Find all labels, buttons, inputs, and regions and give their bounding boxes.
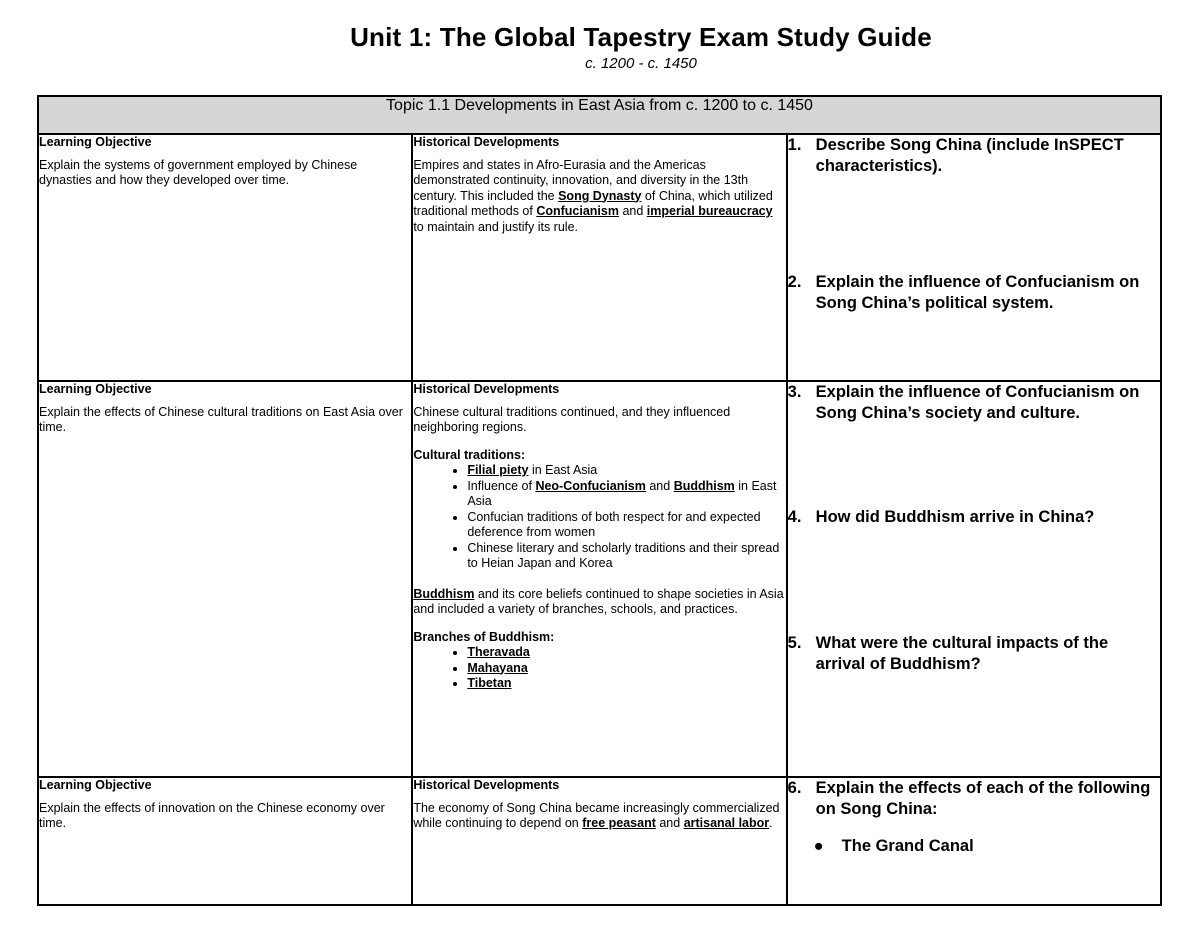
- questions-cell: [787, 134, 1161, 381]
- topic-header: Topic 1.1 Developments in East Asia from c. 1200 to c. 1450: [38, 96, 1161, 134]
- term-imperial-bureaucracy: imperial bureaucracy: [646, 204, 773, 218]
- term-free-peasant: free peasant: [582, 816, 656, 830]
- historical-developments-text: The economy of Song China became increasingly commercialized while continuing to depend on free peasant and artisanal labor.: [413, 800, 780, 830]
- learning-objective-cell: [38, 381, 412, 777]
- list-item: • Tibetan: [467, 676, 785, 692]
- learning-objective-text: Explain the systems of government employed by Chinese dynasties and how they developed over time.: [39, 157, 358, 187]
- question-item: 1. Describe Song China (include InSPECT characteristics).: [787, 136, 1124, 175]
- historical-developments-cell: [412, 381, 786, 777]
- question-item: 5. What were the cultural impacts of the arrival of Buddhism?: [787, 634, 1109, 673]
- historical-developments-label: Historical Developments: [413, 382, 560, 396]
- table-row: [38, 134, 1161, 381]
- historical-developments-text: Empires and states in Afro-Eurasia and the Americas demonstrated continuity, innovation, and diversity in the 13th century. This included the Song Dynasty of China, which utilized traditional methods of Confucianism and imperial bureaucracy to maintain and justify its rule.: [413, 157, 773, 234]
- list-item: • Filial piety in East Asia: [467, 463, 785, 479]
- learning-objective-label: Learning Objective: [39, 382, 152, 396]
- list-item: • Confucian traditions of both respect for and expected deference from women: [467, 510, 785, 541]
- branches-heading: Branches of Buddhism:: [413, 629, 555, 644]
- historical-developments-cell: [412, 134, 786, 381]
- term-song-dynasty: Song Dynasty: [558, 188, 642, 203]
- page-subtitle: c. 1200 - c. 1450: [585, 55, 697, 72]
- list-item: • Chinese literary and scholarly traditions and their spread to Heian Japan and Korea: [467, 541, 785, 572]
- questions-cell: [787, 777, 1161, 905]
- learning-objective-label: Learning Objective: [39, 135, 152, 149]
- table-row: [38, 381, 1161, 777]
- historical-developments-intro: Chinese cultural traditions continued, and they influenced neighboring regions.: [413, 404, 731, 434]
- learning-objective-cell: [38, 777, 412, 905]
- term-artisanal-labor: artisanal labor: [683, 816, 770, 830]
- list-item: • Mahayana: [467, 661, 785, 677]
- table-row: [38, 777, 1161, 905]
- learning-objective-text: Explain the effects of innovation on the Chinese economy over time.: [39, 800, 385, 830]
- buddhism-paragraph: Buddhism and its core beliefs continued to shape societies in Asia and included a variety of branches, schools, and practices.: [413, 586, 784, 616]
- historical-developments-label: Historical Developments: [413, 135, 560, 149]
- question-sub-bullet: ● The Grand Canal: [813, 837, 974, 855]
- term-confucianism: Confucianism: [536, 204, 619, 218]
- bullet-icon: ●: [813, 837, 824, 855]
- question-item: 3. Explain the influence of Confucianism on Song China’s society and culture.: [787, 383, 1140, 422]
- historical-developments-cell: [412, 777, 786, 905]
- cultural-traditions-heading: Cultural traditions:: [413, 447, 526, 462]
- learning-objective-text: Explain the effects of Chinese cultural traditions on East Asia over time.: [39, 404, 403, 434]
- question-item: 2. Explain the influence of Confucianism on Song China’s political system.: [787, 273, 1140, 312]
- page-title: Unit 1: The Global Tapestry Exam Study Guide: [350, 22, 932, 52]
- cultural-traditions-list: [413, 463, 785, 572]
- question-item: 6. Explain the effects of each of the following on Song China:: [787, 779, 1151, 818]
- branches-list: [413, 645, 785, 692]
- list-item: • Influence of Neo-Confucianism and Buddhism in East Asia: [467, 479, 785, 510]
- learning-objective-label: Learning Objective: [39, 778, 152, 792]
- historical-developments-label: Historical Developments: [413, 778, 560, 792]
- question-item: 4. How did Buddhism arrive in China?: [787, 508, 1095, 526]
- learning-objective-cell: [38, 134, 412, 381]
- questions-cell: [787, 381, 1161, 777]
- list-item: • Theravada: [467, 645, 785, 661]
- study-guide-table: [37, 95, 1162, 906]
